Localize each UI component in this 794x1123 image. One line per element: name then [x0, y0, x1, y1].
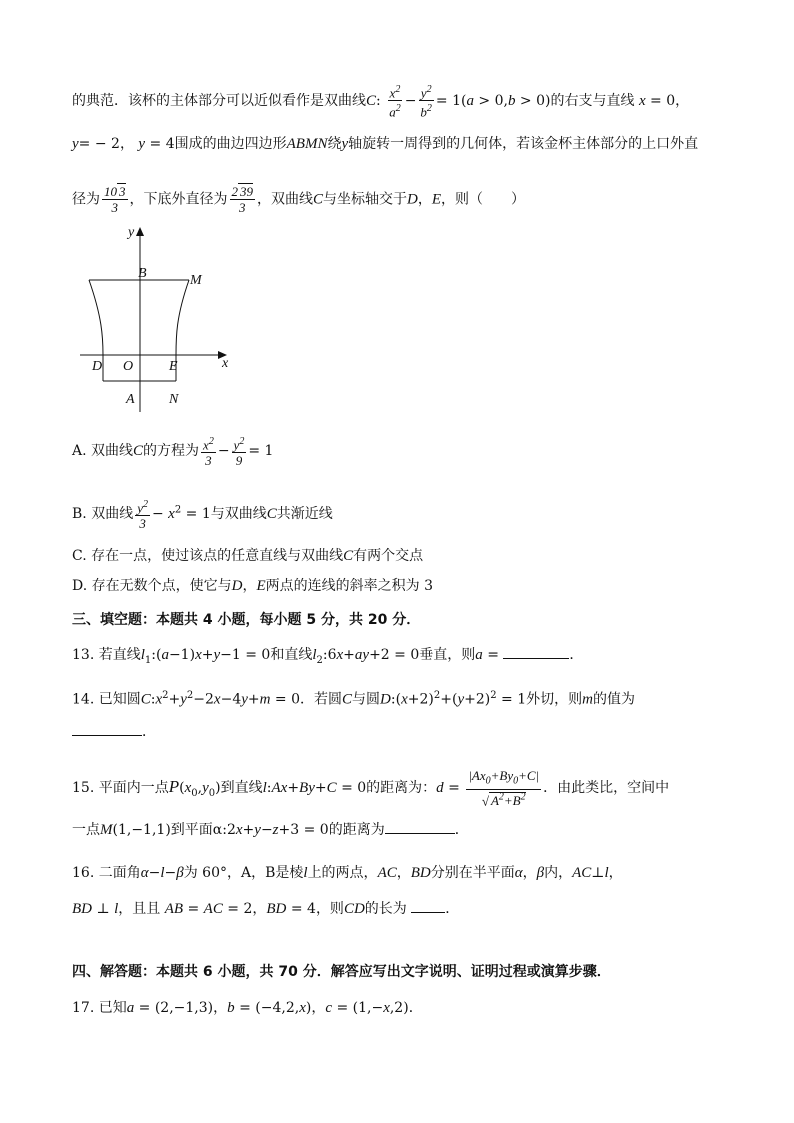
text: 若直线: [98, 647, 141, 663]
option-c: C. 存在一点，使过该点的任意直线与双曲线C有两个交点: [72, 548, 424, 564]
text: 的方程为: [143, 443, 200, 460]
answer-blank-16[interactable]: [411, 912, 445, 913]
section-3-heading: 三、填空题：本题共 4 小题，每小题 5 分，共 20 分．: [72, 612, 421, 628]
text: 的距离为：: [366, 779, 437, 796]
text: 的典范．该杯的主体部分可以近似看作是双曲线: [72, 92, 366, 109]
text: ．: [569, 647, 584, 663]
text: 垂直，则: [419, 647, 476, 663]
text: ，: [119, 136, 134, 152]
text: 与坐标轴交于: [323, 191, 408, 208]
q-number: 13.: [72, 647, 95, 663]
question-16-line2: BD ⊥ l，且且 AB = AC = 2，BD = 4，则CD的长为 ．: [72, 901, 460, 917]
label-O: O: [123, 359, 134, 374]
option-b: B. 双曲线 $\frac{y^2}{3}$ − $x^2 = 1$与双曲线C共渐近线: [72, 499, 333, 532]
label-E: E: [169, 359, 178, 374]
frac-top-diam: $\frac{10 3}{3}$: [104, 184, 126, 215]
text: 围成的曲边四边形: [174, 136, 287, 152]
label-N: N: [169, 392, 179, 407]
text: ，: [608, 865, 623, 881]
label-A: A: [126, 392, 135, 407]
option-a: A. 双曲线C的方程为 $\frac{x^2}{3}$ − $\frac{y^2}{9}$ = 1: [72, 436, 274, 469]
label-y: y: [128, 225, 135, 240]
label-B: B: [138, 266, 147, 281]
question-14-blank-line: [72, 722, 156, 742]
frac-x2-a2: $\frac{x^2}{a^2}$: [389, 84, 401, 120]
text: 有两个交点: [353, 548, 424, 564]
question-15-line2: 一点M(1,−1,1)到平面α:2x+y−z+3 = 0的距离为 ．: [72, 822, 469, 838]
text: ，双曲线: [257, 191, 313, 208]
frac-y2-b2: $\frac{y^2}{b^2}$: [420, 84, 432, 120]
text: 已知圆: [98, 691, 141, 708]
hyperbola-figure: [72, 222, 242, 417]
text: ．: [454, 822, 469, 838]
text: 两点的连线的斜率之积为 3: [265, 578, 434, 594]
p12-line2: y= − 2， y = 4围成的曲边四边形ABMN绕y轴旋转一周得到的几何体，若该金杯主体部分的上口外直: [72, 136, 699, 152]
text: ，: [311, 1000, 326, 1016]
distance-formula: $\frac{|Ax_0+By_0+C|}{√ A^2+B^2}$: [468, 768, 540, 808]
text: 为 60°，A，B是棱: [183, 865, 304, 881]
text: 共渐近线: [276, 506, 333, 523]
text: 平面内一点: [98, 779, 169, 796]
question-14: 14. 已知圆$C:x^2+y^2-2x-4y+m = 0$．若圆C与圆$D:(x+2)^2+(y+2)^2 = 1$外切，则m的值为: [72, 690, 635, 708]
label-x: x: [222, 356, 229, 371]
question-17: 17. 已知a = (2,−1,3)，b = (−4,2,x)，c = (1,−x,2)．: [72, 1000, 423, 1016]
right-branch: [176, 280, 189, 381]
text: ，下底外直径为: [129, 191, 228, 208]
text: ，则（ ）: [441, 191, 526, 208]
question-15: 15. 平面内一点$P(x_0,y_0)$到直线l:Ax+By+C = 0的距离为：d = $\frac{|Ax_0+By_0+C|}{√ A^2+B^2}$ ．由此类比，空间中: [72, 768, 670, 808]
text: 的值为: [592, 691, 635, 708]
text: D. 存在无数个点，使它与: [72, 578, 232, 594]
q-number: 17.: [72, 1000, 95, 1016]
text: 轴旋转一周得到的几何体，若该金杯主体部分的上口外直: [348, 136, 699, 152]
text: ．若圆: [300, 691, 343, 708]
text: ，: [396, 865, 411, 881]
text: ．: [445, 901, 460, 917]
question-16: 16. 二面角α−l−β为 60°，A，B是棱l上的两点，AC，BD分别在半平面α，β内，AC⊥l，: [72, 865, 623, 881]
text: A. 双曲线: [72, 443, 134, 460]
text: 二面角: [98, 865, 141, 881]
answer-blank-15[interactable]: [385, 833, 455, 834]
text: ．: [408, 1000, 423, 1016]
text: 与双曲线: [210, 506, 267, 523]
text: ，: [213, 1000, 228, 1016]
section-4-heading: 四、解答题：本题共 6 小题，共 70 分．解答应写出文字说明、证明过程或演算步骤．: [72, 964, 611, 980]
question-13: 13. 若直线$l_1:(a-1)x+y-1 = 0$和直线$l_2:6x+ay+2 = 0$垂直，则a = ．: [72, 647, 584, 666]
text: ，: [522, 865, 537, 881]
text: ．: [142, 724, 156, 740]
text: 和直线: [270, 647, 313, 663]
text: ，则: [315, 901, 344, 917]
text: 内，: [544, 865, 573, 881]
p12-line1: 的典范．该杯的主体部分可以近似看作是双曲线C: $\frac{x^2}{a^2}$ − $\frac{y^2}{b^2}$ = 1(a > 0,b > 0)的右支与直线 x = 0，: [72, 84, 690, 120]
text: 的右支与直线: [550, 92, 635, 109]
text: 已知: [98, 1000, 127, 1016]
text: 到平面: [170, 822, 213, 838]
text: 到直线: [220, 779, 263, 796]
text: 绕: [327, 136, 342, 152]
text: 与圆: [352, 691, 381, 708]
text: ，且: [118, 901, 147, 917]
p12-line3: 径为 $\frac{10 3}{3}$ ，下底外直径为 $\frac{2 39}{3}$ ，双曲线C与坐标轴交于D，E，则（ ）: [72, 184, 526, 215]
text: 一点: [72, 822, 100, 838]
label-M: M: [190, 273, 202, 288]
option-d: D. 存在无数个点，使它与D，E两点的连线的斜率之积为 3: [72, 578, 434, 594]
text: 径为: [72, 191, 100, 208]
q-number: 14.: [72, 691, 95, 708]
text: ．由此类比，空间中: [543, 779, 670, 796]
text: 分别在半平面: [430, 865, 515, 881]
text: 的距离为: [328, 822, 385, 838]
q-number: 16.: [72, 865, 95, 881]
answer-blank-14[interactable]: [72, 735, 142, 736]
q-number: 15.: [72, 779, 95, 796]
text: B. 双曲线: [72, 506, 134, 523]
frac-bottom-diam: $\frac{2 39}{3}$: [231, 184, 253, 215]
text: C. 存在一点，使过该点的任意直线与双曲线: [72, 548, 344, 564]
answer-blank-13[interactable]: [503, 658, 569, 659]
text: 的长为: [364, 901, 407, 917]
y-arrow: [136, 227, 144, 236]
text: 上的两点，: [307, 865, 378, 881]
label-D: D: [92, 359, 103, 374]
text: 外切，则: [526, 691, 583, 708]
